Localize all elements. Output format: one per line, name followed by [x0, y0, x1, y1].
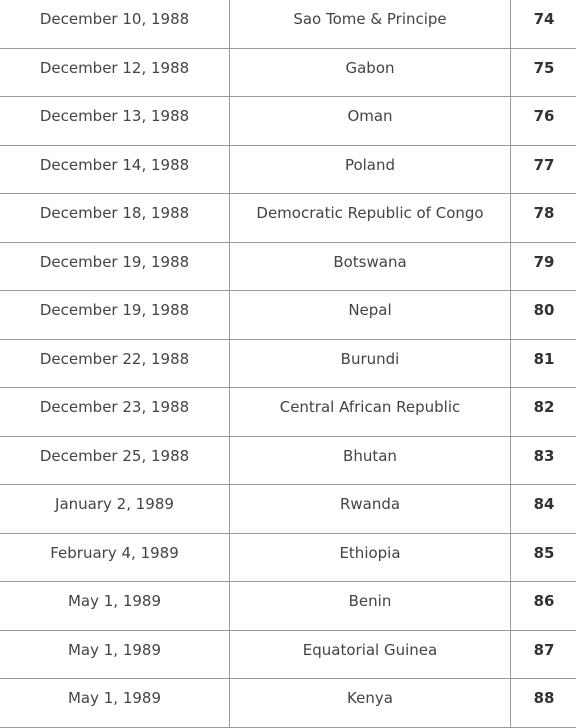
date-cell: [0, 679, 230, 728]
number-cell: [511, 48, 576, 97]
table-row: [0, 533, 576, 582]
date-text: May 1, 1989: [67, 640, 162, 659]
number-text: 76: [533, 107, 555, 125]
number-cell: [511, 485, 576, 534]
country-text: Oman: [347, 107, 393, 125]
date-cell: [0, 97, 230, 146]
table-row: [0, 582, 576, 631]
number-text: 84: [533, 495, 555, 513]
number-text: 88: [533, 689, 555, 707]
table-row: [0, 242, 576, 291]
table-row: [0, 291, 576, 340]
table-row: [0, 339, 576, 388]
number-cell: [511, 291, 576, 340]
country-cell: [230, 388, 511, 437]
table-row: [0, 485, 576, 534]
country-cell: [230, 582, 511, 631]
date-text: December 13, 1988: [39, 107, 190, 125]
country-text: Rwanda: [339, 495, 401, 513]
number-cell: [511, 679, 576, 728]
country-cell: [230, 436, 511, 485]
country-text: Gabon: [345, 58, 395, 77]
date-text: December 12, 1988: [39, 58, 190, 77]
number-text: 77: [533, 155, 555, 174]
table-row: [0, 97, 576, 146]
table-row: [0, 630, 576, 679]
date-text: December 14, 1988: [39, 155, 190, 174]
number-text: 85: [533, 543, 555, 562]
date-cell: [0, 388, 230, 437]
date-text: December 25, 1988: [39, 446, 190, 465]
date-cell: [0, 242, 230, 291]
country-cell: [230, 0, 511, 48]
date-cell: [0, 0, 230, 48]
date-text: December 22, 1988: [39, 349, 190, 368]
number-cell: [511, 582, 576, 631]
number-cell: [511, 97, 576, 146]
country-text: Kenya: [347, 689, 393, 707]
country-cell: [230, 630, 511, 679]
number-cell: [511, 339, 576, 388]
number-cell: [511, 630, 576, 679]
country-cell: [230, 242, 511, 291]
number-cell: [511, 533, 576, 582]
date-text: January 2, 1989: [55, 495, 174, 513]
number-cell: [511, 0, 576, 48]
country-cell: [230, 485, 511, 534]
date-cell: [0, 194, 230, 243]
table-row: [0, 194, 576, 243]
table-row: [0, 48, 576, 97]
number-text: 75: [533, 58, 555, 77]
date-text: December 19, 1988: [39, 301, 190, 319]
number-text: 78: [533, 204, 555, 222]
country-cell: [230, 339, 511, 388]
number-cell: [511, 145, 576, 194]
number-text: 83: [533, 446, 555, 465]
date-cell: [0, 145, 230, 194]
table-row: [0, 145, 576, 194]
number-text: 74: [533, 10, 555, 28]
number-text: 87: [533, 640, 555, 659]
country-text: Poland: [344, 155, 396, 174]
date-text: December 19, 1988: [39, 252, 190, 271]
country-text: Burundi: [340, 349, 400, 368]
country-text: Central African Republic: [279, 398, 461, 416]
country-cell: [230, 533, 511, 582]
table-row: [0, 436, 576, 485]
country-text: Nepal: [348, 301, 392, 319]
date-text: May 1, 1989: [67, 592, 162, 610]
country-cell: [230, 48, 511, 97]
country-text: Sao Tome & Principe: [293, 10, 447, 28]
number-cell: [511, 388, 576, 437]
number-cell: [511, 242, 576, 291]
date-text: December 10, 1988: [39, 10, 190, 28]
table-row: [0, 0, 576, 48]
table-row: [0, 679, 576, 728]
country-cell: [230, 145, 511, 194]
country-text: Benin: [348, 592, 392, 610]
country-text: Botswana: [333, 252, 407, 271]
country-text: Equatorial Guinea: [302, 640, 438, 659]
country-cell: [230, 291, 511, 340]
date-cell: [0, 339, 230, 388]
date-text: February 4, 1989: [50, 543, 179, 562]
date-cell: [0, 485, 230, 534]
number-cell: [511, 436, 576, 485]
date-cell: [0, 291, 230, 340]
date-text: December 23, 1988: [39, 398, 190, 416]
country-text: Democratic Republic of Congo: [256, 204, 484, 222]
date-text: December 18, 1988: [39, 204, 190, 222]
date-cell: [0, 582, 230, 631]
country-text: Bhutan: [343, 446, 397, 465]
country-cell: [230, 194, 511, 243]
table-row: [0, 388, 576, 437]
date-cell: [0, 436, 230, 485]
number-text: 81: [533, 349, 555, 368]
country-cell: [230, 679, 511, 728]
country-cell: [230, 97, 511, 146]
date-cell: [0, 630, 230, 679]
date-text: May 1, 1989: [67, 689, 162, 707]
date-cell: [0, 533, 230, 582]
number-cell: [511, 194, 576, 243]
number-text: 86: [533, 592, 555, 610]
number-text: 79: [533, 252, 555, 271]
date-cell: [0, 48, 230, 97]
number-text: 82: [533, 398, 555, 416]
number-text: 80: [533, 301, 555, 319]
country-text: Ethiopia: [339, 543, 401, 562]
